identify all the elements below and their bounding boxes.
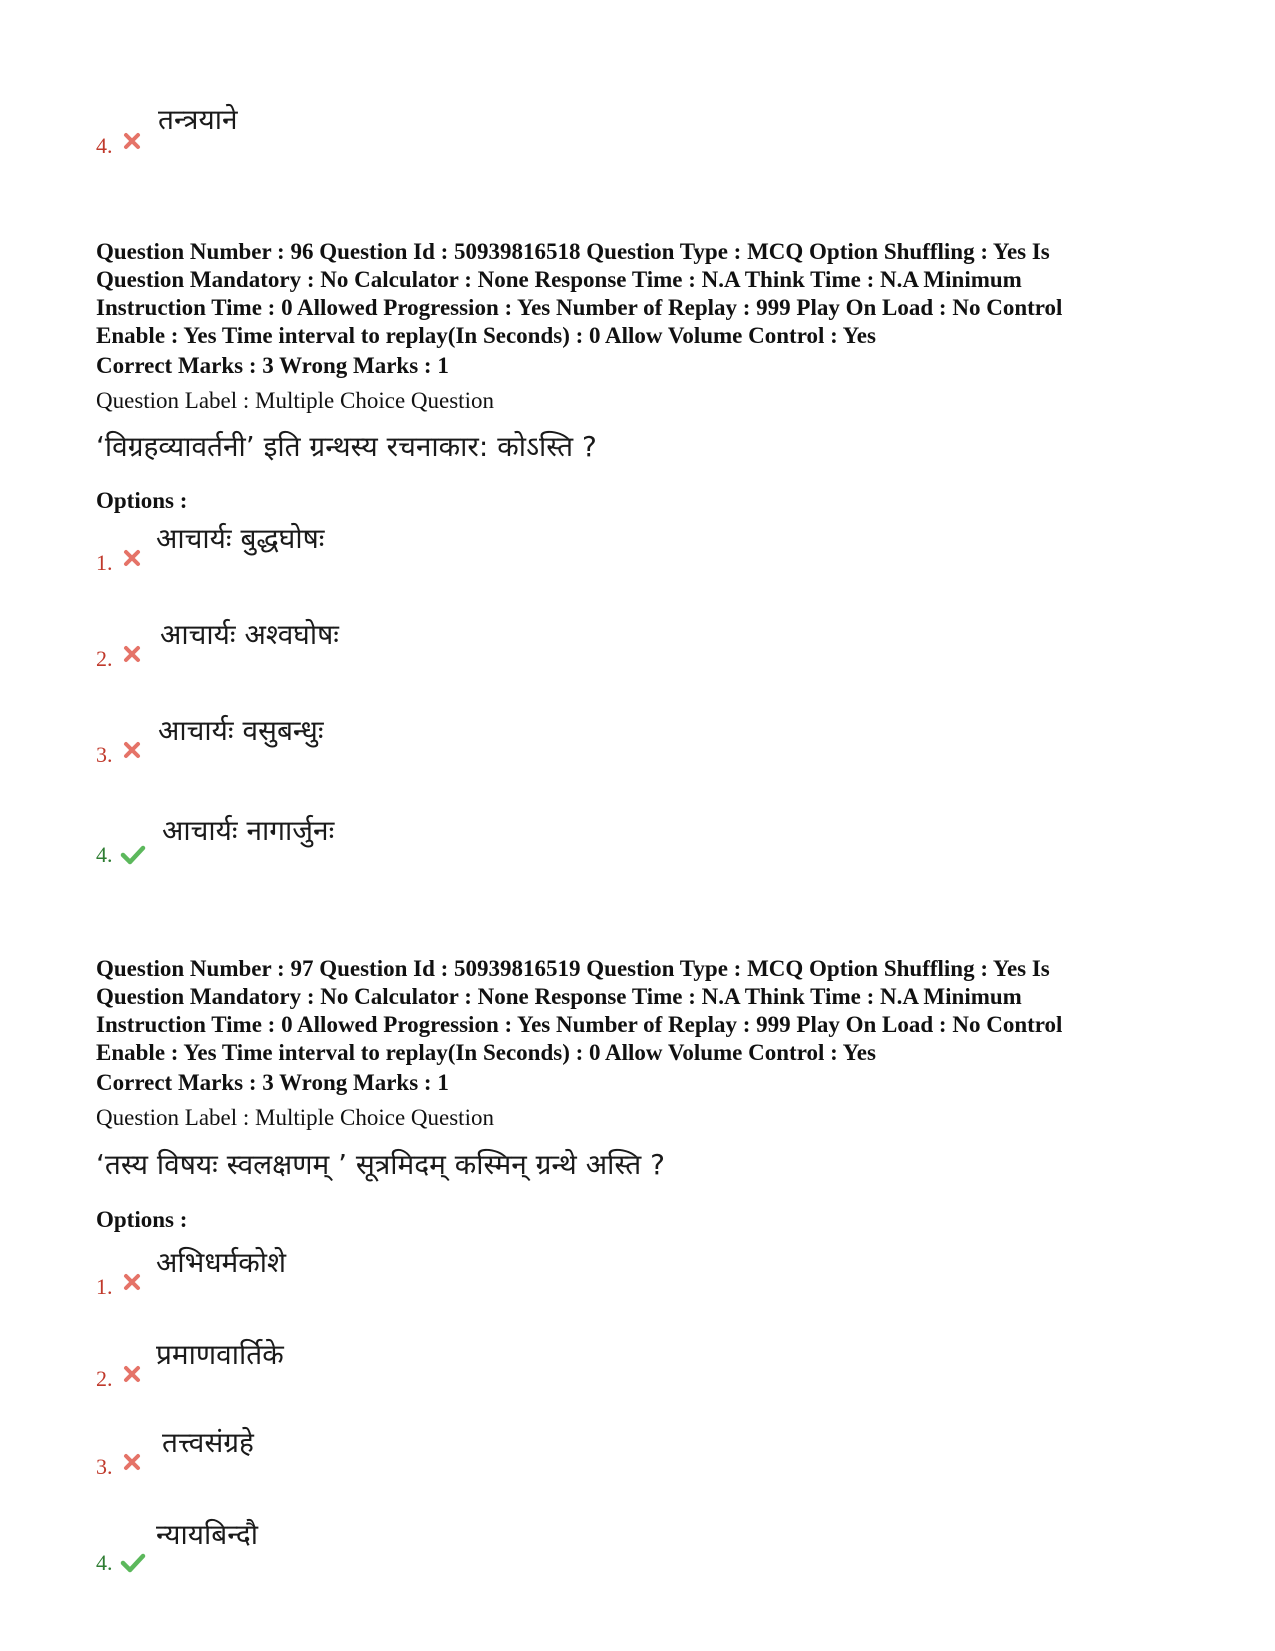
- option-number: 2.: [96, 1366, 113, 1391]
- option-text: प्रमाणवार्तिके: [156, 1338, 284, 1371]
- wrong-cross-icon: [122, 548, 142, 568]
- meta-line: Question Number : 96 Question Id : 50939816518 Question Type : MCQ Option Shuffling : Yes Is: [96, 239, 1050, 264]
- meta-line: Enable : Yes Time interval to replay(In Seconds) : 0 Allow Volume Control : Yes: [96, 323, 876, 348]
- wrong-cross-icon: [122, 740, 142, 760]
- question-text: ‘विग्रहव्यावर्तनी’ इति ग्रन्थस्य रचनाकार: कोऽस्ति ?: [96, 430, 597, 463]
- option-number: 1.: [96, 550, 113, 575]
- options-heading: Options :: [96, 488, 188, 513]
- option-text: आचार्यः वसुबन्धुः: [158, 714, 324, 747]
- option-number: 3.: [96, 1454, 113, 1479]
- option-text: अभिधर्मकोशे: [156, 1246, 287, 1279]
- meta-line: Question Number : 97 Question Id : 50939816519 Question Type : MCQ Option Shuffling : Yes Is: [96, 956, 1050, 981]
- correct-check-icon: [120, 1552, 146, 1574]
- meta-line: Question Mandatory : No Calculator : None Response Time : N.A Think Time : N.A Minimum: [96, 984, 1022, 1009]
- wrong-cross-icon: [122, 1272, 142, 1292]
- wrong-cross-icon: [122, 644, 142, 664]
- option-text: आचार्यः अश्वघोषः: [160, 618, 339, 651]
- option-number: 1.: [96, 1274, 113, 1299]
- question-meta: [96, 238, 1206, 350]
- option-number: 4.: [96, 1550, 113, 1575]
- options-heading: Options :: [96, 1207, 188, 1232]
- question-meta: [96, 955, 1206, 1067]
- meta-line: Instruction Time : 0 Allowed Progression : Yes Number of Replay : 999 Play On Load : No Control: [96, 1012, 1063, 1037]
- marks-line: Correct Marks : 3 Wrong Marks : 1: [96, 1070, 449, 1095]
- wrong-cross-icon: [122, 1452, 142, 1472]
- meta-line: Question Mandatory : No Calculator : None Response Time : N.A Think Time : N.A Minimum: [96, 267, 1022, 292]
- option-text: न्यायबिन्दौ: [156, 1518, 259, 1551]
- option-text: तत्त्वसंग्रहे: [162, 1426, 254, 1459]
- question-label: Question Label : Multiple Choice Question: [96, 1105, 494, 1130]
- option-text: आचार्यः बुद्धघोषः: [156, 522, 325, 555]
- option-number: 3.: [96, 742, 113, 767]
- wrong-cross-icon: [122, 1364, 142, 1384]
- option-text: तन्त्रयाने: [158, 103, 238, 136]
- option-number: 4.: [96, 133, 113, 158]
- question-text: ‘तस्य विषयः स्वलक्षणम् ’ सूत्रमिदम् कस्मिन् ग्रन्थे अस्ति ?: [96, 1148, 665, 1181]
- correct-check-icon: [120, 844, 146, 866]
- option-number: 4.: [96, 842, 113, 867]
- option-number: 2.: [96, 646, 113, 671]
- question-label: Question Label : Multiple Choice Question: [96, 388, 494, 413]
- meta-line: Instruction Time : 0 Allowed Progression : Yes Number of Replay : 999 Play On Load : No Control: [96, 295, 1063, 320]
- option-text: आचार्यः नागार्जुनः: [162, 814, 335, 847]
- meta-line: Enable : Yes Time interval to replay(In Seconds) : 0 Allow Volume Control : Yes: [96, 1040, 876, 1065]
- marks-line: Correct Marks : 3 Wrong Marks : 1: [96, 353, 449, 378]
- wrong-cross-icon: [122, 131, 142, 151]
